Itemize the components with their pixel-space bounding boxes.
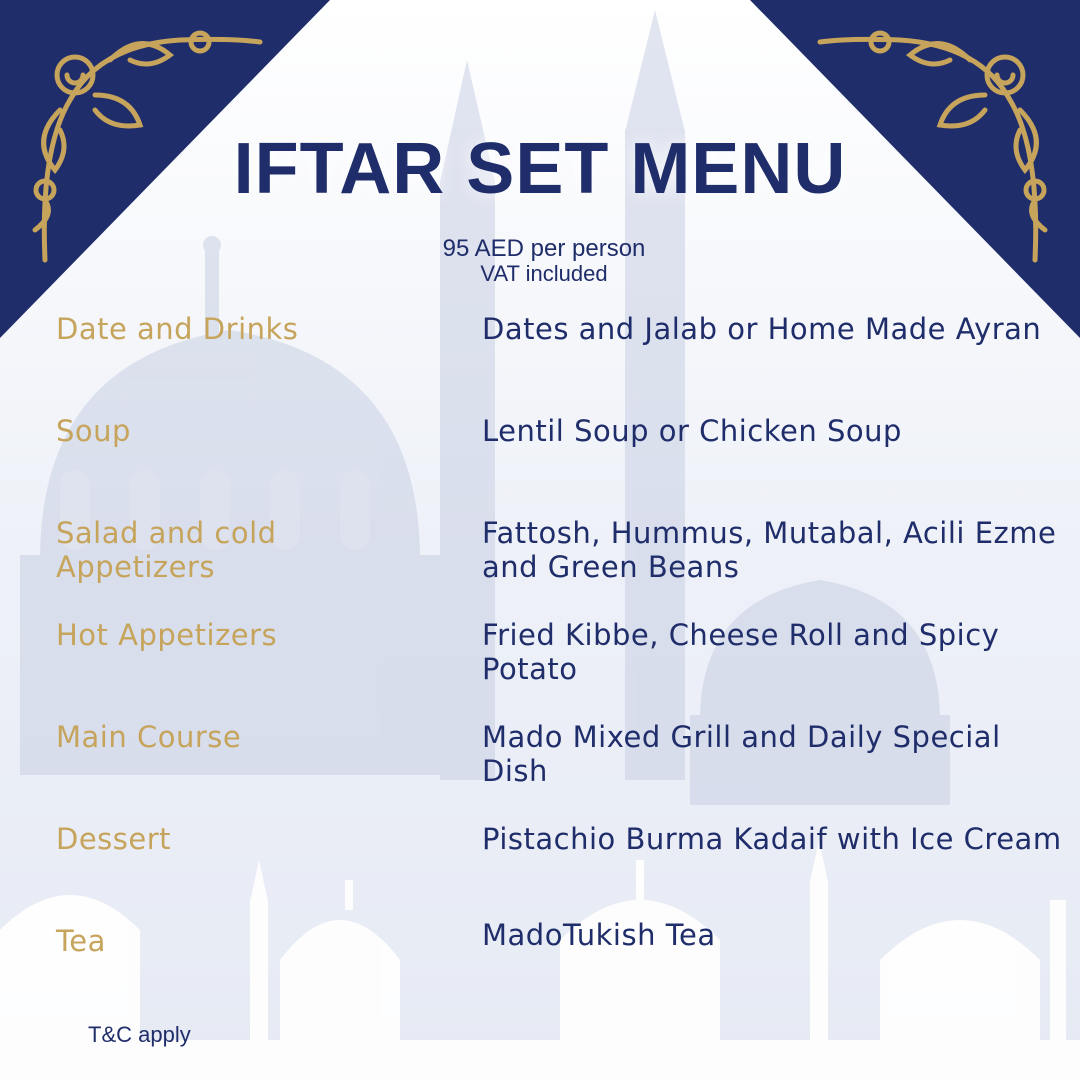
price-amount: 95 AED per person: [442, 235, 646, 262]
dish-text: Pistachio Burma Kadaif with Ice Cream: [482, 822, 1062, 856]
dish-text: Fattosh, Hummus, Mutabal, Acili Ezme and Green Beans: [482, 516, 1057, 584]
course-label: Hot Appetizers: [56, 618, 278, 652]
course-label: Salad and cold Appetizers: [56, 516, 277, 584]
dish-text: Fried Kibbe, Cheese Roll and Spicy Potato: [482, 618, 1000, 686]
page-title: IFTAR SET MENU: [233, 129, 847, 209]
course-label: Dessert: [56, 822, 172, 856]
price-block: [0, 236, 1080, 286]
course-label: Tea: [56, 924, 106, 958]
dish-text: Dates and Jalab or Home Made Ayran: [482, 312, 1042, 346]
dish-text: MadoTukish Tea: [482, 918, 716, 952]
terms-note: T&C apply: [88, 1022, 191, 1047]
dish-text: Lentil Soup or Chicken Soup: [482, 414, 902, 448]
course-label: Main Course: [56, 720, 242, 754]
course-label: Soup: [56, 414, 131, 448]
vat-note: VAT included: [480, 261, 608, 286]
dish-text: Mado Mixed Grill and Daily Special Dish: [482, 720, 1001, 788]
course-label: Date and Drinks: [56, 312, 299, 346]
